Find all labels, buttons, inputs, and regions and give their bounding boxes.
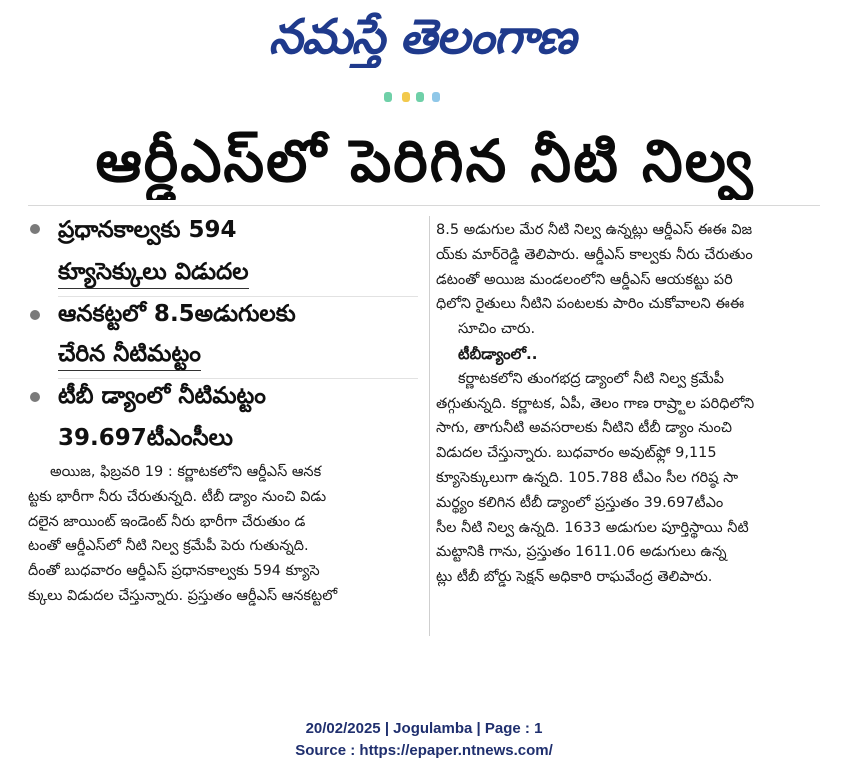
column-divider — [429, 216, 430, 636]
body-line: సాగు, తాగునీటి అవసరాలకు నీటిని టీబీ డ్యాం నుంచి — [436, 420, 732, 437]
bullet-icon — [30, 310, 40, 320]
left-column — [28, 212, 423, 657]
body-line: తగ్గుతున్నది. కర్ణాటక, ఏపీ, తెలం గాణ రాష్ర్టాల పరిధిలోని — [436, 395, 755, 412]
article-headline: ఆర్డీఎస్‌లో పెరిగిన నీటి నిల్వ — [95, 127, 755, 195]
bullet-icon — [30, 392, 40, 402]
edition-info: 20/02/2025 | Jogulamba | Page : 1 — [305, 720, 543, 737]
body-line: కర్ణాటకలోని తుంగభద్ర డ్యాంలో నీటి నిల్వ క్రమేపీ — [458, 370, 724, 387]
body-line: సూచిం చారు. — [458, 321, 536, 338]
highlight-line: ఆనకట్టలో 8.5అడుగులకు — [58, 301, 296, 327]
body-line: ట్టకు భారీగా నీరు చేరుతున్నది. టీబీ డ్యాం నుంచి విడు — [28, 488, 327, 505]
body-line: టంతో ఆర్డీఎస్‌లో నీటి నిల్వ క్రమేపీ పెరు గుతున్నది. — [28, 538, 309, 555]
body-line: సీల నీటి నిల్వ ఉన్నది. 1633 అడుగుల పూర్తిస్థాయి నీటి — [436, 519, 749, 536]
headline-divider — [28, 205, 820, 206]
article-body-left — [28, 460, 423, 609]
highlight-line: క్యూసెక్కులు విడుదల — [58, 256, 249, 289]
decorative-strip — [380, 90, 450, 104]
highlight-separator — [58, 296, 418, 297]
body-line: దీంతో బుధవారం ఆర్డీఎస్ ప్రధానకాల్వకు 594 క్యూసె — [28, 563, 320, 580]
body-line: దలైన జాయింట్ ఇండెంట్ నీరు భారీగా చేరుతుం డ — [28, 513, 306, 530]
body-line: మర్థ్యం కలిగిన టీబీ డ్యాంలో ప్రస్తుతం 39.697టీఎం — [436, 494, 724, 511]
body-line: మట్టానికి గాను, ప్రస్తుతం 1611.06 అడుగులు ఉన్న — [436, 544, 727, 561]
body-line: క్కులు విడుదల చేస్తున్నారు. ప్రస్తుతం ఆర్డీఎస్ ఆనకట్టలో — [28, 587, 338, 604]
body-line: డటంతో అయిజ మండలంలోని ఆర్డీఎస్ ఆయకట్టు పరి — [436, 271, 733, 288]
body-line: ట్లు టీబీ బోర్డు సెక్షన్ అధికారి రాఘవేంద్ర తెలిపారు. — [436, 569, 713, 586]
highlight-line: చేరిన నీటిమట్టం — [58, 338, 201, 371]
masthead-logo: నమస్తే తెలంగాణ — [268, 9, 576, 65]
right-column — [436, 218, 822, 590]
highlight-line: టీబీ డ్యాంలో నీటిమట్టం — [58, 383, 266, 409]
body-line: య్‌కు మార్‌రెడ్డి తెలిపారు. ఆర్డీఎస్ కాల్వకు నీరు చేరుతుం — [436, 246, 753, 263]
body-line: ధిలోని రైతులు నీటిని పంటలకు పారిం చుకోవాలని ఈఈ — [436, 296, 745, 313]
body-line: క్యూసెక్కులుగా ఉన్నది. 105.788 టీఎం సీల గరిష్ఠ సా — [436, 469, 739, 486]
body-line: అయిజ, ఫిబ్రవరి 19 : కర్ణాటకలోని ఆర్డీఎస్ ఆనక — [50, 464, 322, 480]
bullet-icon — [30, 224, 40, 234]
body-line: విడుదల చేస్తున్నారు. బుధవారం అవుట్‌ఫ్లో 9,115 — [436, 445, 717, 462]
article-subhead: టీబీడ్యాంలో.. — [458, 344, 538, 363]
body-line: 8.5 అడుగుల మేర నీటి నిల్వ ఉన్నట్లు ఆర్డీఎస్ ఈఈ విజ — [436, 222, 753, 238]
page-footer — [0, 718, 848, 762]
highlight-line: ప్రధానకాల్వకు 594 — [58, 217, 237, 243]
highlight-separator — [58, 378, 418, 379]
source-link[interactable]: Source : https://epaper.ntnews.com/ — [295, 742, 553, 759]
highlight-line: 39.697టీఎంసీలు — [58, 425, 233, 451]
